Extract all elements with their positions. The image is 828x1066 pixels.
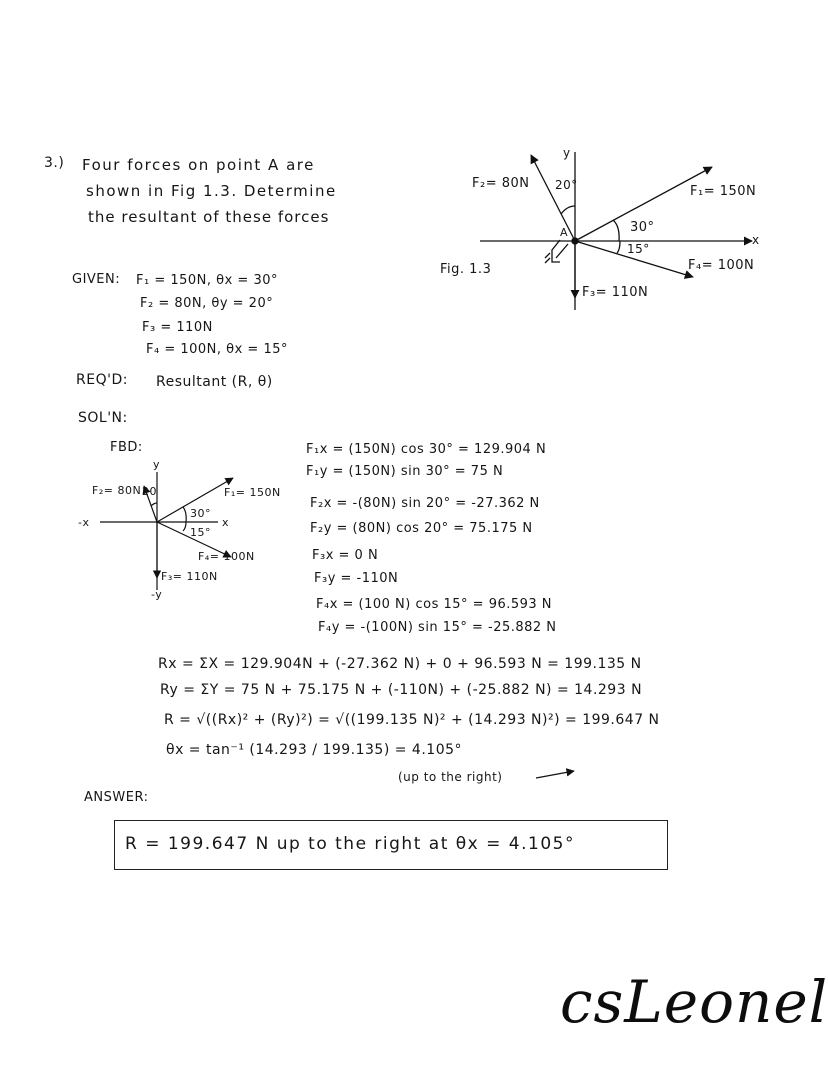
given-line-4: F₄ = 100N, θx = 15° xyxy=(146,342,288,357)
result-rx: Rx = ΣX = 129.904N + (-27.362 N) + 0 + 96.593 N = 199.135 N xyxy=(158,656,642,672)
reqd-text: Resultant (R, θ) xyxy=(156,374,273,390)
answer-label: ANSWER: xyxy=(84,790,149,805)
result-ry: Ry = ΣY = 75 N + 75.175 N + (-110N) + (-25.882 N) = 14.293 N xyxy=(160,682,643,698)
problem-line-3: the resultant of these forces xyxy=(88,208,330,226)
fig-label-angle-15: 15° xyxy=(627,242,650,256)
fig-arc-15 xyxy=(617,241,620,253)
fbd-label-f3: F₃= 110N xyxy=(161,570,218,583)
direction-note: (up to the right) xyxy=(398,770,503,784)
soln-label: SOL'N: xyxy=(78,410,128,426)
fig-label-a: A xyxy=(560,226,569,239)
signature: csLeonel xyxy=(560,968,828,1036)
given-label: GIVEN: xyxy=(72,272,121,287)
result-theta: θx = tan⁻¹ (14.293 / 199.135) = 4.105° xyxy=(166,742,463,758)
problem-line-2: shown in Fig 1.3. Determine xyxy=(86,182,337,200)
fig-caption: Fig. 1.3 xyxy=(440,262,492,277)
fbd-label-f4: F₄= 100N xyxy=(198,550,255,563)
fbd-label-x: x xyxy=(222,516,230,529)
fbd-label-f2: F₂= 80N xyxy=(92,484,142,497)
given-line-1: F₁ = 150N, θx = 30° xyxy=(136,273,278,288)
fbd-label-neg-y: -y xyxy=(151,588,163,601)
component-f4y: F₄y = -(100N) sin 15° = -25.882 N xyxy=(318,620,557,635)
given-line-3: F₃ = 110N xyxy=(142,320,213,335)
fbd-label-neg-x: -x xyxy=(78,516,90,529)
component-f1x: F₁x = (150N) cos 30° = 129.904 N xyxy=(306,442,547,457)
problem-number: 3.) xyxy=(44,155,65,171)
component-f2x: F₂x = -(80N) sin 20° = -27.362 N xyxy=(310,496,540,511)
fbd-label-angle-30: 30° xyxy=(190,507,211,520)
fbd-arc-15 xyxy=(183,522,186,531)
fbd-label-angle-15: 15° xyxy=(190,526,211,539)
fig-label-f2: F₂= 80N xyxy=(472,176,530,191)
fig-label-y: y xyxy=(563,146,571,160)
fig-point-a xyxy=(572,238,578,244)
fbd-label-y: y xyxy=(153,458,161,471)
fig-f2-vector xyxy=(531,155,575,241)
fig-arc-30 xyxy=(613,220,619,241)
answer-box xyxy=(114,820,668,870)
fig-label-f4: F₄= 100N xyxy=(688,258,755,273)
fbd-arc-20 xyxy=(151,503,157,506)
direction-arrow xyxy=(536,771,574,778)
fig-label-x: x xyxy=(752,233,760,247)
component-f4x: F₄x = (100 N) cos 15° = 96.593 N xyxy=(316,597,553,612)
fbd-label: FBD: xyxy=(110,440,143,455)
fig-label-f3: F₃= 110N xyxy=(582,285,649,300)
component-f3y: F₃y = -110N xyxy=(314,571,399,586)
fig-label-f1: F₁= 150N xyxy=(690,184,757,199)
result-r: R = √((Rx)² + (Ry)²) = √((199.135 N)² + (14.293 N)²) = 199.647 N xyxy=(164,712,660,728)
reqd-label: REQ'D: xyxy=(76,372,128,388)
fig-label-angle-30: 30° xyxy=(630,220,655,235)
component-f1y: F₁y = (150N) sin 30° = 75 N xyxy=(306,464,504,479)
component-f2y: F₂y = (80N) cos 20° = 75.175 N xyxy=(310,521,533,536)
answer-text: R = 199.647 N up to the right at θx = 4.105° xyxy=(125,834,575,854)
given-line-2: F₂ = 80N, θy = 20° xyxy=(140,296,274,311)
fbd-label-f1: F₁= 150N xyxy=(224,486,281,499)
problem-line-1: Four forces on point A are xyxy=(82,156,315,174)
fbd-label-angle-20: 20 xyxy=(142,485,157,498)
component-f3x: F₃x = 0 N xyxy=(312,548,379,563)
fbd-arc-30 xyxy=(183,507,186,522)
fig-arc-20 xyxy=(561,206,575,214)
fig-support xyxy=(545,240,568,263)
fig-label-angle-20: 20° xyxy=(555,178,578,192)
